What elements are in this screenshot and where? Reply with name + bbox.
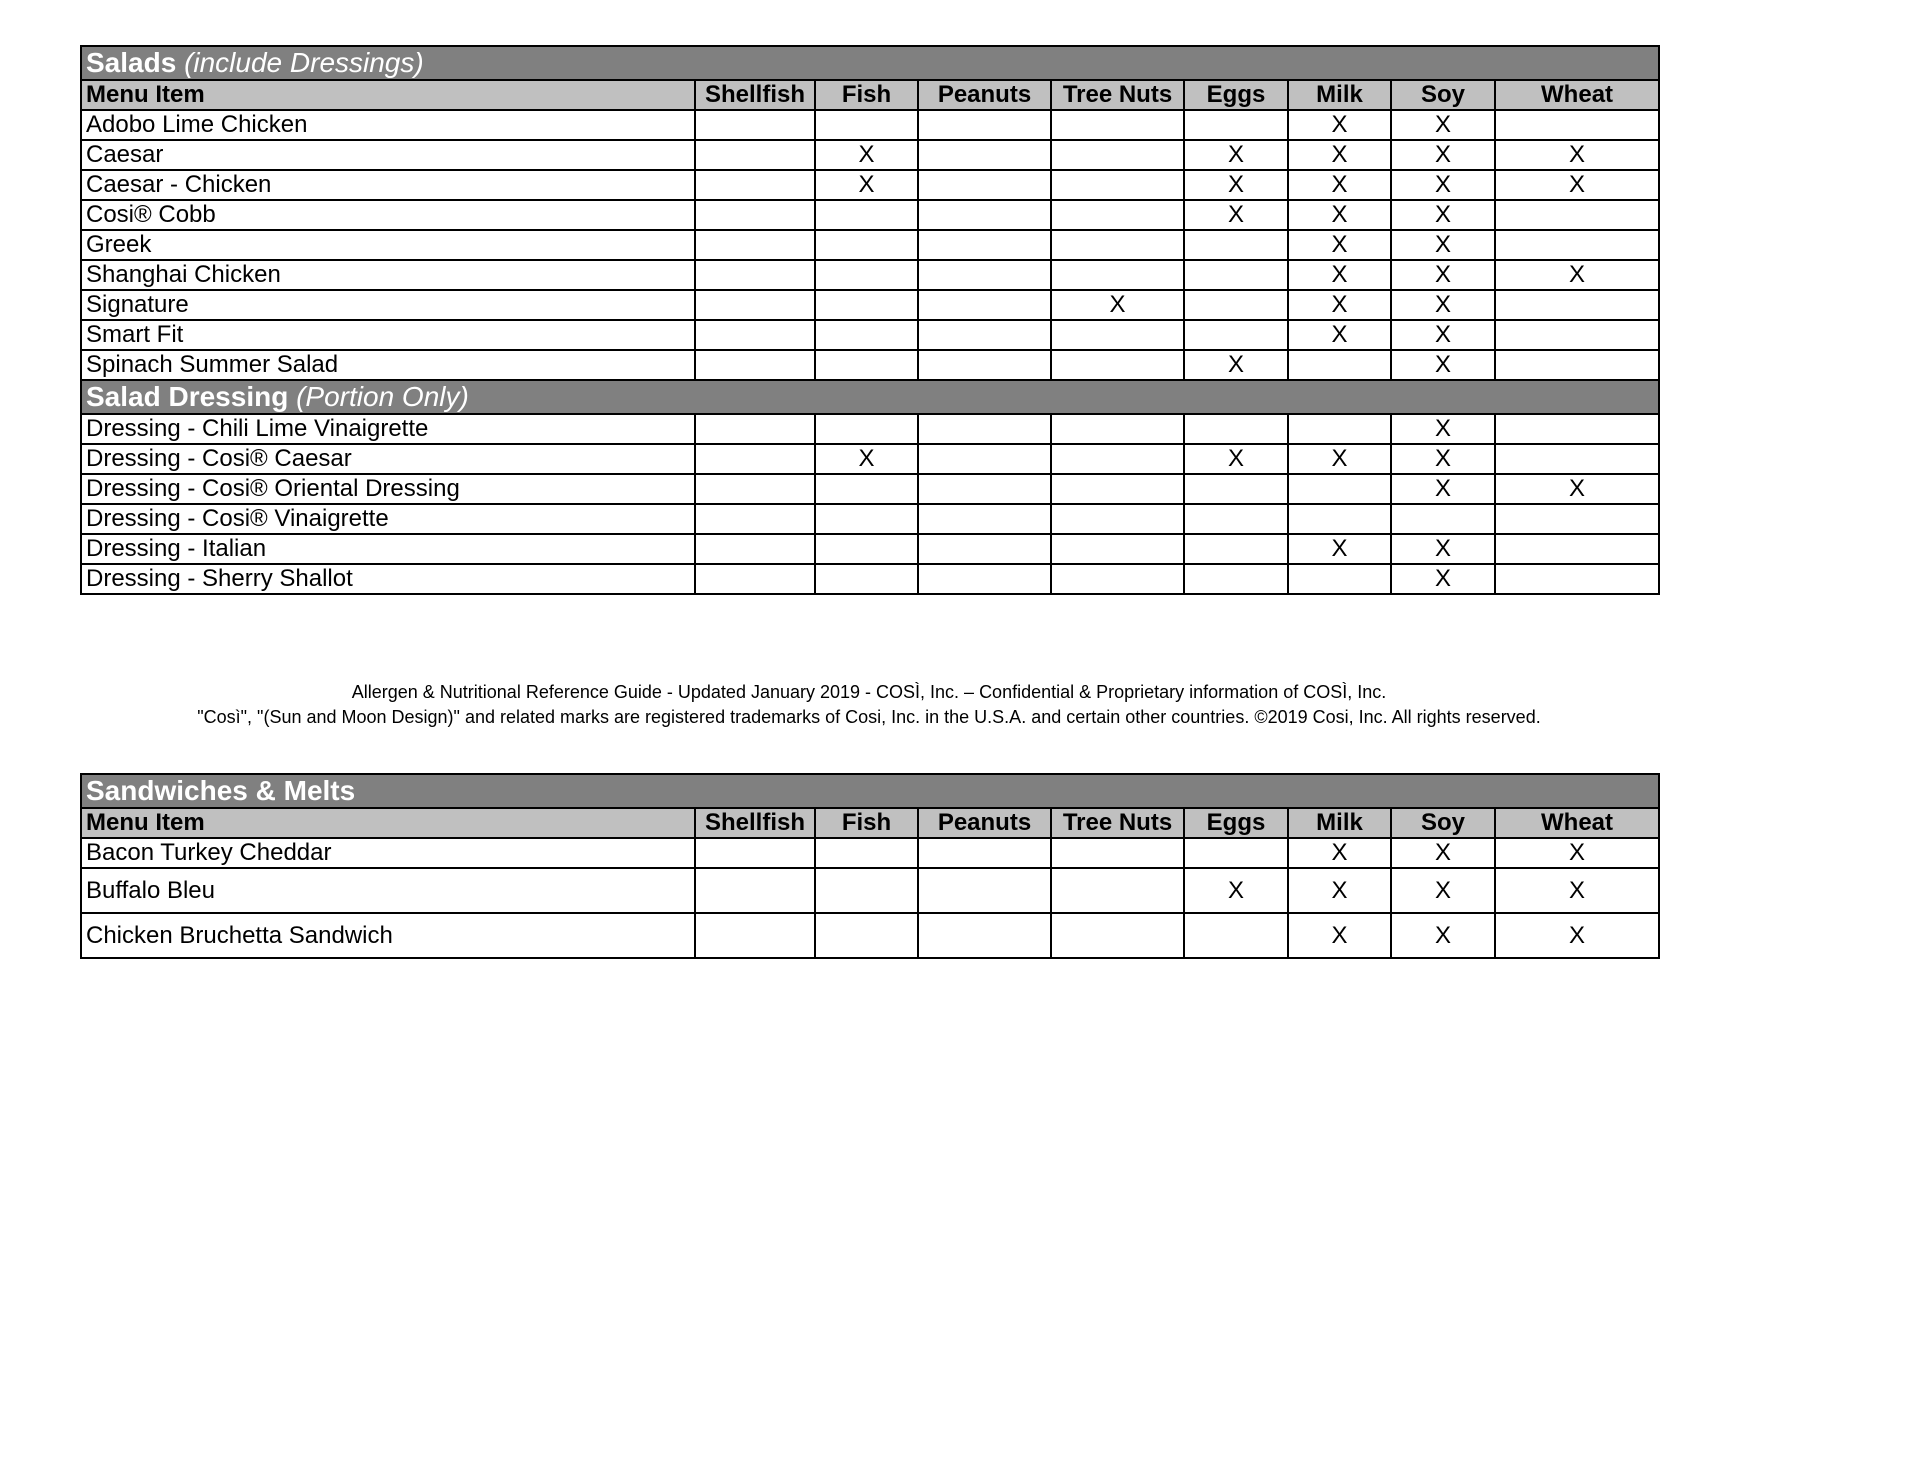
dressing-subtitle: (Portion Only) <box>296 381 469 412</box>
allergen-mark-cell: X <box>1288 868 1391 913</box>
allergen-mark-cell <box>1495 230 1659 260</box>
allergen-mark-cell <box>1051 230 1184 260</box>
allergen-mark-cell: X <box>1391 564 1495 594</box>
allergen-mark-cell: X <box>1391 444 1495 474</box>
col-header-milk: Milk <box>1288 80 1391 110</box>
allergen-mark-cell <box>1051 170 1184 200</box>
table-row <box>81 320 1659 350</box>
allergen-mark-cell <box>1051 350 1184 380</box>
salads-subtitle: (include Dressings) <box>184 47 424 78</box>
allergen-mark-cell <box>695 913 815 958</box>
allergen-mark-cell <box>1051 504 1184 534</box>
table-row <box>81 140 1659 170</box>
table-row <box>81 913 1659 958</box>
allergen-mark-cell <box>1051 868 1184 913</box>
allergen-mark-cell <box>815 350 918 380</box>
table-row <box>81 350 1659 380</box>
allergen-mark-cell: X <box>1288 230 1391 260</box>
allergen-mark-cell: X <box>1495 838 1659 868</box>
allergen-mark-cell <box>815 868 918 913</box>
allergen-mark-cell: X <box>1391 913 1495 958</box>
allergen-mark-cell <box>695 504 815 534</box>
allergen-mark-cell <box>1051 564 1184 594</box>
salads-allergen-table <box>80 45 1660 595</box>
sandwiches-allergen-table <box>80 773 1660 959</box>
allergen-mark-cell: X <box>1184 170 1288 200</box>
table-row <box>81 534 1659 564</box>
allergen-mark-cell <box>1495 504 1659 534</box>
allergen-mark-cell <box>695 350 815 380</box>
allergen-mark-cell: X <box>1391 414 1495 444</box>
table-row <box>81 564 1659 594</box>
allergen-mark-cell <box>1184 534 1288 564</box>
allergen-mark-cell <box>1051 110 1184 140</box>
allergen-mark-cell <box>1051 414 1184 444</box>
sandwiches-column-headers <box>81 808 1659 838</box>
menu-item-name: Greek <box>81 230 695 260</box>
menu-item-name: Buffalo Bleu <box>81 868 695 913</box>
allergen-mark-cell <box>815 260 918 290</box>
allergen-mark-cell <box>1495 110 1659 140</box>
sandwiches-title: Sandwiches & Melts <box>86 775 356 806</box>
allergen-mark-cell <box>918 200 1051 230</box>
salads-column-headers <box>81 80 1659 110</box>
allergen-mark-cell <box>1184 320 1288 350</box>
allergen-mark-cell <box>815 838 918 868</box>
allergen-mark-cell: X <box>1391 170 1495 200</box>
salads-title: Salads <box>86 47 177 78</box>
allergen-mark-cell: X <box>1288 260 1391 290</box>
allergen-mark-cell <box>1184 260 1288 290</box>
allergen-mark-cell <box>695 474 815 504</box>
table-row <box>81 170 1659 200</box>
allergen-mark-cell: X <box>1288 534 1391 564</box>
allergen-mark-cell <box>1051 534 1184 564</box>
col-header-soy: Soy <box>1391 808 1495 838</box>
allergen-mark-cell <box>1184 414 1288 444</box>
allergen-mark-cell <box>1051 260 1184 290</box>
allergen-mark-cell <box>695 444 815 474</box>
allergen-mark-cell: X <box>1391 534 1495 564</box>
menu-item-name: Shanghai Chicken <box>81 260 695 290</box>
allergen-mark-cell <box>1184 838 1288 868</box>
allergen-mark-cell: X <box>1288 290 1391 320</box>
menu-item-name: Spinach Summer Salad <box>81 350 695 380</box>
col-header-eggs: Eggs <box>1184 808 1288 838</box>
allergen-mark-cell: X <box>1391 140 1495 170</box>
allergen-mark-cell <box>918 350 1051 380</box>
allergen-mark-cell <box>695 110 815 140</box>
col-header-tree-nuts: Tree Nuts <box>1051 80 1184 110</box>
allergen-mark-cell: X <box>1495 868 1659 913</box>
col-header-shellfish: Shellfish <box>695 80 815 110</box>
table-row <box>81 230 1659 260</box>
allergen-mark-cell <box>1184 290 1288 320</box>
col-header-peanuts: Peanuts <box>918 808 1051 838</box>
allergen-mark-cell <box>1495 564 1659 594</box>
allergen-mark-cell: X <box>1184 444 1288 474</box>
allergen-mark-cell: X <box>1495 140 1659 170</box>
menu-item-name: Dressing - Chili Lime Vinaigrette <box>81 414 695 444</box>
allergen-mark-cell: X <box>1391 290 1495 320</box>
allergen-mark-cell <box>815 913 918 958</box>
dressing-section-header <box>81 380 1659 414</box>
allergen-mark-cell <box>1495 350 1659 380</box>
allergen-mark-cell: X <box>1495 474 1659 504</box>
allergen-mark-cell <box>918 320 1051 350</box>
allergen-mark-cell <box>815 110 918 140</box>
allergen-mark-cell: X <box>815 140 918 170</box>
allergen-mark-cell: X <box>1391 868 1495 913</box>
allergen-mark-cell <box>1184 474 1288 504</box>
allergen-mark-cell <box>918 110 1051 140</box>
allergen-mark-cell: X <box>1391 474 1495 504</box>
allergen-mark-cell <box>918 170 1051 200</box>
allergen-mark-cell <box>918 290 1051 320</box>
allergen-mark-cell <box>918 838 1051 868</box>
allergen-mark-cell <box>1288 414 1391 444</box>
allergen-mark-cell: X <box>1184 350 1288 380</box>
dressing-title: Salad Dressing <box>86 381 289 412</box>
col-header-tree-nuts: Tree Nuts <box>1051 808 1184 838</box>
footer-line-2: "Così", "(Sun and Moon Design)" and related marks are registered trademarks of Cosi, Inc. in the U.S.A. and certain other countries. ©2019 Cosi, Inc. All rights reserved. <box>197 707 1541 727</box>
allergen-mark-cell <box>1184 564 1288 594</box>
allergen-mark-cell <box>695 170 815 200</box>
allergen-mark-cell <box>918 474 1051 504</box>
allergen-mark-cell <box>695 320 815 350</box>
allergen-mark-cell: X <box>1051 290 1184 320</box>
allergen-mark-cell <box>695 868 815 913</box>
table-row <box>81 504 1659 534</box>
allergen-mark-cell: X <box>1184 140 1288 170</box>
allergen-mark-cell <box>815 474 918 504</box>
allergen-mark-cell: X <box>1495 913 1659 958</box>
allergen-mark-cell: X <box>1391 110 1495 140</box>
allergen-mark-cell <box>815 414 918 444</box>
allergen-mark-cell <box>1051 320 1184 350</box>
footer-disclaimer <box>80 680 1658 730</box>
sandwiches-section-header <box>81 774 1659 808</box>
allergen-mark-cell <box>918 140 1051 170</box>
allergen-mark-cell <box>1184 504 1288 534</box>
menu-item-name: Signature <box>81 290 695 320</box>
allergen-mark-cell <box>1051 200 1184 230</box>
allergen-mark-cell: X <box>1288 913 1391 958</box>
allergen-mark-cell <box>1288 504 1391 534</box>
allergen-mark-cell: X <box>1288 140 1391 170</box>
allergen-mark-cell: X <box>1184 868 1288 913</box>
allergen-mark-cell: X <box>1288 170 1391 200</box>
menu-item-name: Dressing - Cosi® Caesar <box>81 444 695 474</box>
allergen-mark-cell: X <box>1391 350 1495 380</box>
col-header-fish: Fish <box>815 808 918 838</box>
allergen-mark-cell <box>918 913 1051 958</box>
menu-item-name: Dressing - Sherry Shallot <box>81 564 695 594</box>
allergen-mark-cell <box>1495 414 1659 444</box>
allergen-mark-cell: X <box>1288 320 1391 350</box>
allergen-mark-cell <box>1288 474 1391 504</box>
table-row <box>81 200 1659 230</box>
menu-item-name: Dressing - Italian <box>81 534 695 564</box>
allergen-mark-cell: X <box>1391 838 1495 868</box>
allergen-mark-cell: X <box>1391 200 1495 230</box>
allergen-mark-cell <box>695 230 815 260</box>
allergen-mark-cell: X <box>815 170 918 200</box>
col-header-wheat: Wheat <box>1495 808 1659 838</box>
allergen-mark-cell <box>815 534 918 564</box>
allergen-mark-cell: X <box>1288 110 1391 140</box>
menu-item-name: Cosi® Cobb <box>81 200 695 230</box>
table-row <box>81 110 1659 140</box>
allergen-mark-cell <box>1051 444 1184 474</box>
allergen-mark-cell <box>695 838 815 868</box>
allergen-mark-cell <box>918 534 1051 564</box>
allergen-mark-cell <box>1184 913 1288 958</box>
allergen-mark-cell <box>1051 913 1184 958</box>
allergen-mark-cell <box>1051 838 1184 868</box>
allergen-mark-cell <box>695 534 815 564</box>
allergen-mark-cell <box>695 140 815 170</box>
allergen-mark-cell: X <box>1288 200 1391 230</box>
allergen-mark-cell <box>815 320 918 350</box>
menu-item-name: Smart Fit <box>81 320 695 350</box>
salads-section-header <box>81 46 1659 80</box>
col-header-menu-item: Menu Item <box>81 80 695 110</box>
allergen-mark-cell <box>1288 564 1391 594</box>
allergen-mark-cell <box>1495 320 1659 350</box>
allergen-mark-cell <box>918 868 1051 913</box>
col-header-milk: Milk <box>1288 808 1391 838</box>
allergen-mark-cell <box>918 504 1051 534</box>
allergen-mark-cell <box>815 564 918 594</box>
allergen-mark-cell <box>1051 140 1184 170</box>
menu-item-name: Chicken Bruchetta Sandwich <box>81 913 695 958</box>
allergen-mark-cell: X <box>1391 230 1495 260</box>
allergen-mark-cell: X <box>1391 320 1495 350</box>
allergen-mark-cell <box>695 290 815 320</box>
allergen-mark-cell <box>1288 350 1391 380</box>
allergen-mark-cell <box>815 230 918 260</box>
allergen-mark-cell <box>918 444 1051 474</box>
allergen-mark-cell: X <box>1495 170 1659 200</box>
table-row <box>81 290 1659 320</box>
col-header-menu-item: Menu Item <box>81 808 695 838</box>
table-row <box>81 868 1659 913</box>
allergen-mark-cell <box>1051 474 1184 504</box>
allergen-mark-cell <box>1495 200 1659 230</box>
allergen-mark-cell <box>695 260 815 290</box>
menu-item-name: Caesar - Chicken <box>81 170 695 200</box>
allergen-mark-cell <box>918 564 1051 594</box>
footer-line-1: Allergen & Nutritional Reference Guide - Updated January 2019 - COSÌ, Inc. – Confidential & Proprietary information of COSÌ, Inc. <box>351 682 1387 702</box>
allergen-mark-cell <box>1495 444 1659 474</box>
allergen-mark-cell <box>695 200 815 230</box>
allergen-mark-cell: X <box>1288 838 1391 868</box>
allergen-mark-cell <box>815 504 918 534</box>
menu-item-name: Adobo Lime Chicken <box>81 110 695 140</box>
col-header-eggs: Eggs <box>1184 80 1288 110</box>
allergen-mark-cell <box>918 414 1051 444</box>
col-header-peanuts: Peanuts <box>918 80 1051 110</box>
col-header-shellfish: Shellfish <box>695 808 815 838</box>
allergen-mark-cell <box>815 290 918 320</box>
allergen-mark-cell <box>1495 534 1659 564</box>
menu-item-name: Bacon Turkey Cheddar <box>81 838 695 868</box>
table-row <box>81 444 1659 474</box>
allergen-mark-cell <box>1184 110 1288 140</box>
allergen-mark-cell: X <box>1184 200 1288 230</box>
col-header-wheat: Wheat <box>1495 80 1659 110</box>
col-header-soy: Soy <box>1391 80 1495 110</box>
table-row <box>81 838 1659 868</box>
col-header-fish: Fish <box>815 80 918 110</box>
allergen-mark-cell: X <box>1391 260 1495 290</box>
menu-item-name: Dressing - Cosi® Vinaigrette <box>81 504 695 534</box>
allergen-mark-cell <box>918 260 1051 290</box>
allergen-mark-cell <box>695 564 815 594</box>
table-row <box>81 260 1659 290</box>
allergen-mark-cell: X <box>1495 260 1659 290</box>
allergen-mark-cell: X <box>1288 444 1391 474</box>
allergen-mark-cell <box>1184 230 1288 260</box>
table-row <box>81 414 1659 444</box>
table-row <box>81 474 1659 504</box>
allergen-mark-cell <box>1391 504 1495 534</box>
allergen-mark-cell <box>918 230 1051 260</box>
menu-item-name: Caesar <box>81 140 695 170</box>
allergen-mark-cell <box>695 414 815 444</box>
allergen-mark-cell: X <box>815 444 918 474</box>
allergen-mark-cell <box>815 200 918 230</box>
menu-item-name: Dressing - Cosi® Oriental Dressing <box>81 474 695 504</box>
allergen-mark-cell <box>1495 290 1659 320</box>
